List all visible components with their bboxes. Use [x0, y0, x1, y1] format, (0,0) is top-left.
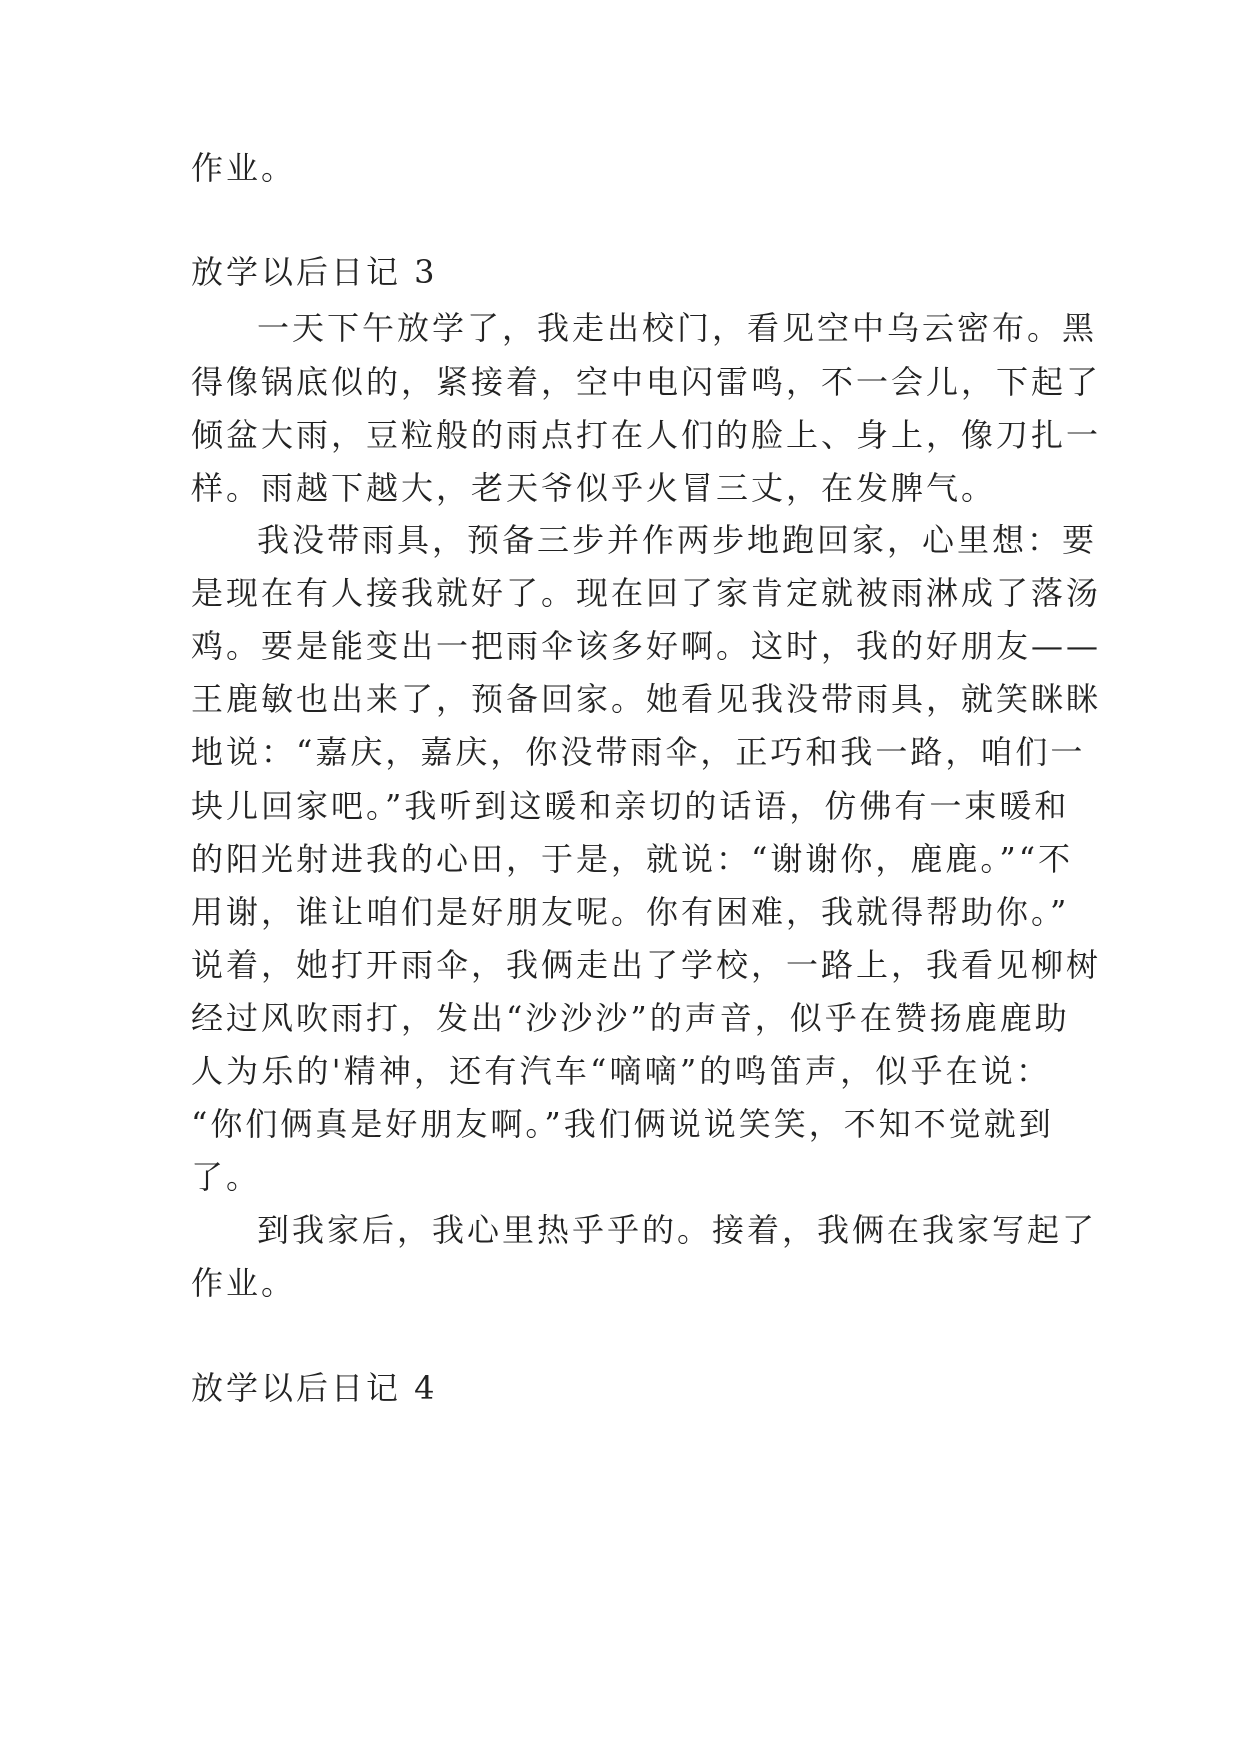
paragraph-line: 了。 [191, 1158, 262, 1196]
paragraph-line: 一天下午放学了，我走出校门，看见空中乌云密布。黑 [257, 309, 1098, 347]
diary-4-heading: 放学以后日记 4 [191, 1369, 438, 1407]
paragraph-line: 的阳光射进我的心田，于是，就说：“谢谢你，鹿鹿。”“不 [191, 840, 1074, 878]
paragraph-line: 到我家后，我心里热乎乎的。接着，我俩在我家写起了 [257, 1211, 1098, 1249]
paragraph-line: 用谢，谁让咱们是好朋友呢。你有困难，我就得帮助你。” [191, 893, 1070, 931]
paragraph-line: 鸡。要是能变出一把雨伞该多好啊。这时，我的好朋友—— [191, 627, 1102, 665]
paragraph-line: 是现在有人接我就好了。现在回了家肯定就被雨淋成了落汤 [191, 574, 1102, 612]
paragraph-line: 得像锅底似的，紧接着，空中电闪雷鸣，不一会儿，下起了 [191, 363, 1102, 401]
paragraph-line: 样。雨越下越大，老天爷似乎火冒三丈，在发脾气。 [191, 469, 997, 507]
paragraph-line: 经过风吹雨打，发出“沙沙沙”的声音，似乎在赞扬鹿鹿助 [191, 999, 1070, 1037]
paragraph-line: 地说：“嘉庆，嘉庆，你没带雨伞，正巧和我一路，咱们一 [191, 733, 1086, 771]
fragment-text: 作业。 [191, 149, 297, 187]
paragraph-line: 块儿回家吧。”我听到这暖和亲切的话语，仿佛有一束暖和 [191, 787, 1070, 825]
paragraph-line: 倾盆大雨，豆粒般的雨点打在人们的脸上、身上，像刀扎一 [191, 416, 1102, 454]
paragraph-line: 作业。 [191, 1264, 297, 1302]
paragraph-line: 说着，她打开雨伞，我俩走出了学校，一路上，我看见柳树 [191, 946, 1102, 984]
paragraph-line: 我没带雨具，预备三步并作两步地跑回家，心里想：要 [257, 521, 1098, 559]
paragraph-line: “你们俩真是好朋友啊。”我们俩说说笑笑，不知不觉就到 [191, 1105, 1054, 1143]
diary-3-heading: 放学以后日记 3 [191, 253, 438, 291]
paragraph-line: 人为乐的'精神，还有汽车“嘀嘀”的鸣笛声，似乎在说： [191, 1052, 1051, 1090]
paragraph-line: 王鹿敏也出来了，预备回家。她看见我没带雨具，就笑眯眯 [191, 680, 1102, 718]
